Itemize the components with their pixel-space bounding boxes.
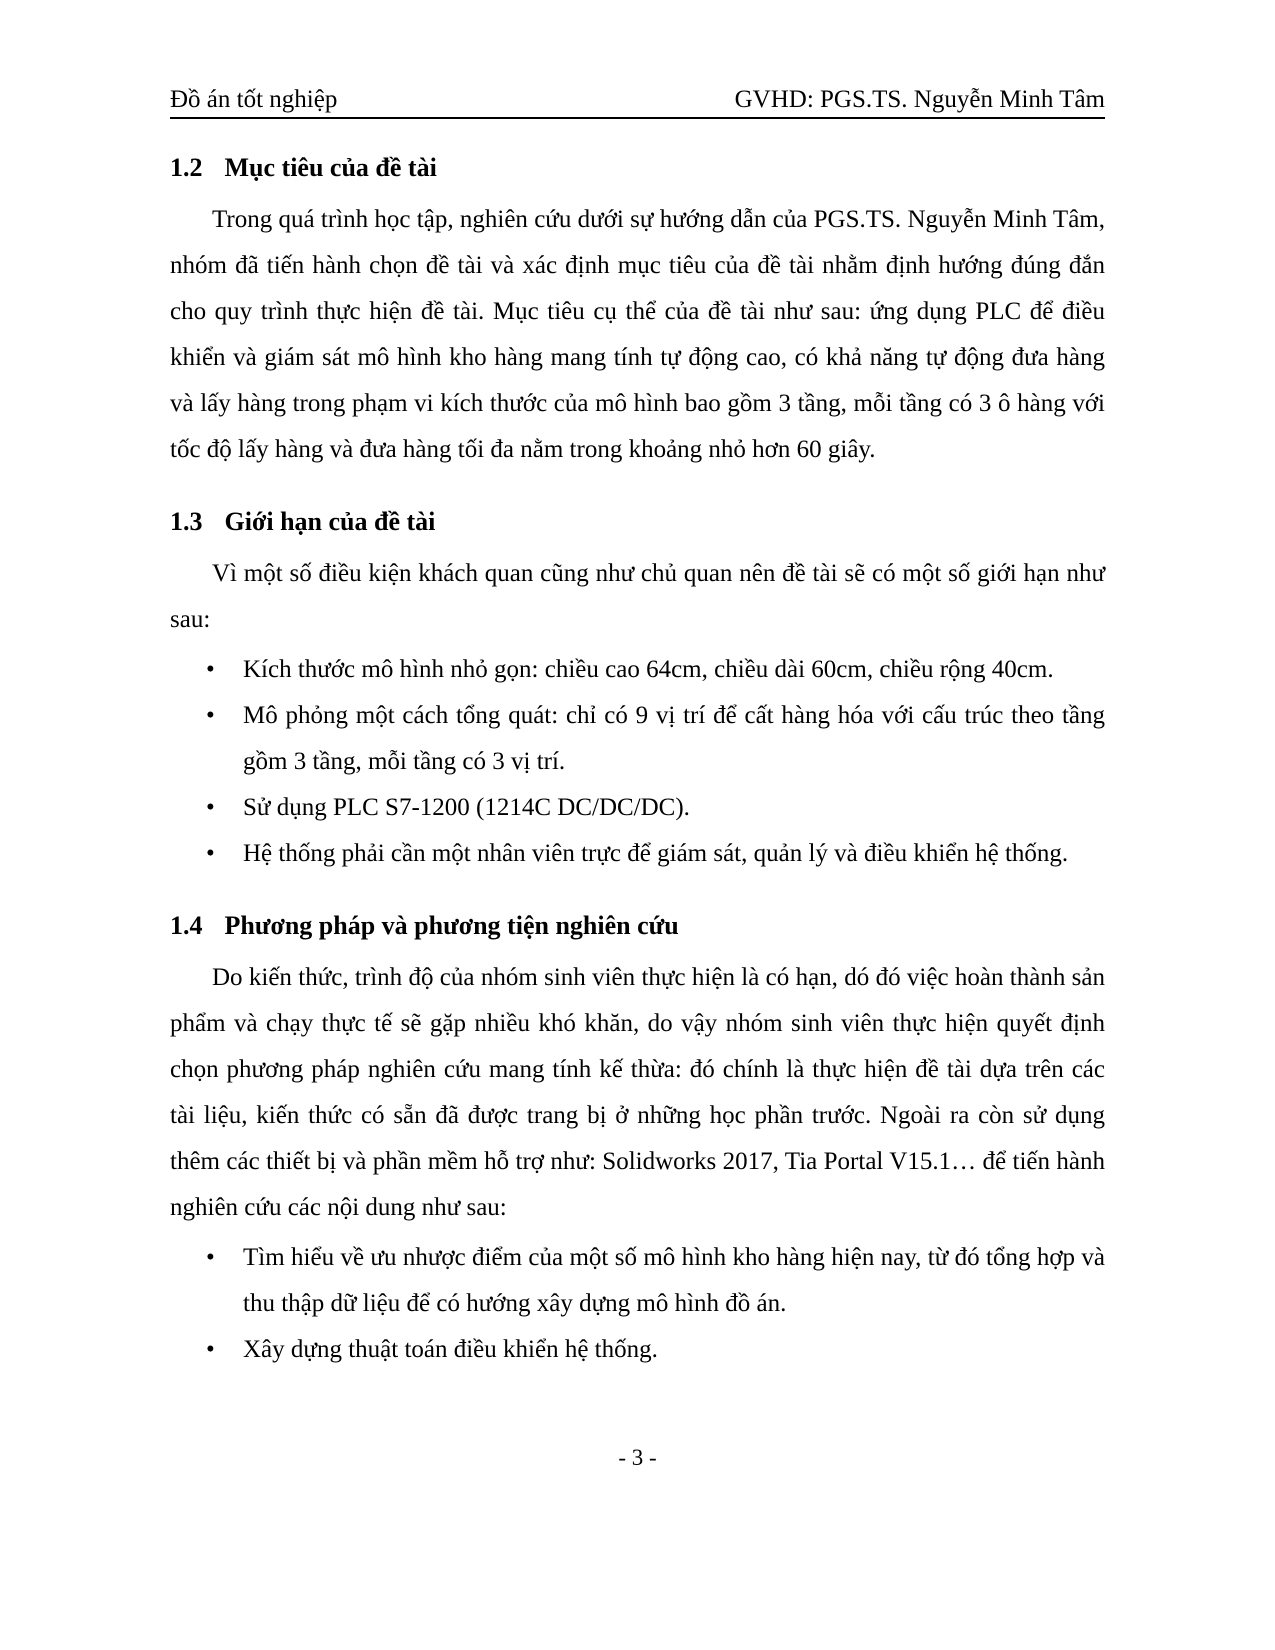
section-heading-1-4 <box>170 911 1105 941</box>
list-item: • Hệ thống phải cần một nhân viên trực để giám sát, quản lý và điều khiển hệ thống. <box>170 831 1105 877</box>
page-number: - 3 - <box>618 1445 657 1470</box>
section-title: Mục tiêu của đề tài <box>224 153 437 182</box>
list-item: • Mô phỏng một cách tổng quát: chỉ có 9 vị trí để cất hàng hóa với cấu trúc theo tầng gồm 3 tầng, mỗi tầng có 3 vị trí. <box>170 693 1105 785</box>
list-item: • Sử dụng PLC S7-1200 (1214C DC/DC/DC). <box>170 785 1105 831</box>
section-heading-1-3 <box>170 507 1105 537</box>
page-header <box>170 86 1105 119</box>
list-item: • Tìm hiểu về ưu nhược điểm của một số mô hình kho hàng hiện nay, từ đó tổng hợp và thu thập dữ liệu để có hướng xây dựng mô hình đồ án. <box>170 1235 1105 1327</box>
paragraph-1-4: Do kiến thức, trình độ của nhóm sinh viên thực hiện là có hạn, dó đó việc hoàn thành sản phẩm và chạy thực tế sẽ gặp nhiều khó khăn, do vậy nhóm sinh viên thực hiện quyết định chọn phương pháp nghiên cứu mang tính kế thừa: đó chính là thực hiện đề tài dựa trên các tài liệu, kiến thức có sẵn đã được trang bị ở những học phần trước. Ngoài ra còn sử dụng thêm các thiết bị và phần mềm hỗ trợ như: Solidworks 2017, Tia Portal V15.1… để tiến hành nghiên cứu các nội dung như sau: <box>170 964 1105 1221</box>
section-heading-1-2 <box>170 153 1105 183</box>
header-document-title: Đồ án tốt nghiệp <box>170 86 338 113</box>
paragraph-1-2: Trong quá trình học tập, nghiên cứu dưới sự hướng dẫn của PGS.TS. Nguyễn Minh Tâm, nhóm đã tiến hành chọn đề tài và xác định mục tiêu của đề tài nhằm định hướng đúng đắn cho quy trình thực hiện đề tài. Mục tiêu cụ thể của đề tài như sau: ứng dụng PLC để điều khiển và giám sát mô hình kho hàng mang tính tự động cao, có khả năng tự động đưa hàng và lấy hàng trong phạm vi kích thước của mô hình bao gồm 3 tầng, mỗi tầng có 3 ô hàng với tốc độ lấy hàng và đưa hàng tối đa nằm trong khoảng nhỏ hơn 60 giây. <box>170 206 1105 463</box>
bullet-list-1-3 <box>170 647 1105 877</box>
bullet-list-1-4 <box>170 1235 1105 1373</box>
header-advisor: GVHD: PGS.TS. Nguyễn Minh Tâm <box>734 86 1105 113</box>
section-number: 1.3 <box>170 507 203 536</box>
section-title: Phương pháp và phương tiện nghiên cứu <box>224 911 679 940</box>
section-title: Giới hạn của đề tài <box>224 507 436 536</box>
section-number: 1.2 <box>170 153 203 182</box>
section-number: 1.4 <box>170 911 203 940</box>
list-item: • Kích thước mô hình nhỏ gọn: chiều cao 64cm, chiều dài 60cm, chiều rộng 40cm. <box>170 647 1105 693</box>
list-item: • Xây dựng thuật toán điều khiển hệ thống. <box>170 1327 1105 1373</box>
paragraph-1-3: Vì một số điều kiện khách quan cũng như chủ quan nên đề tài sẽ có một số giới hạn như sau: <box>170 560 1105 633</box>
